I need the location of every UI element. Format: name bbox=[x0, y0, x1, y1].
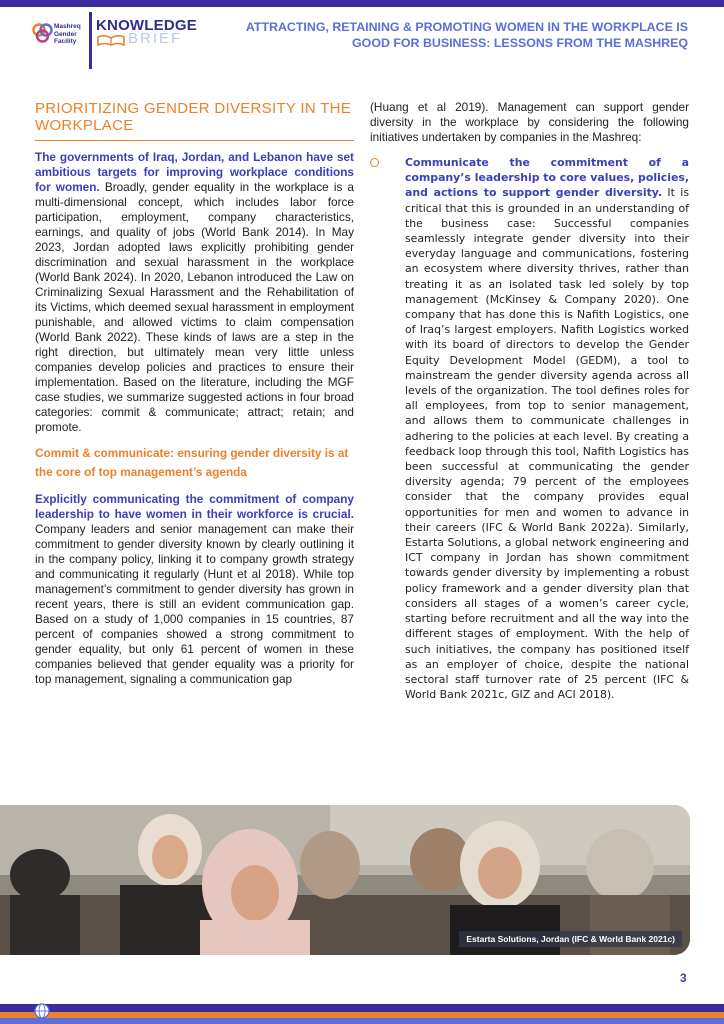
logo-line-1: Mashreq bbox=[54, 23, 81, 30]
paragraph-2-lead: Explicitly communicating the commitment of company leadership to have women in their workforce is crucial. bbox=[35, 492, 354, 521]
right-column bbox=[370, 100, 689, 702]
top-color-bar bbox=[0, 0, 724, 7]
paragraph-2 bbox=[35, 492, 354, 687]
globe-icon bbox=[34, 1003, 50, 1019]
header-divider bbox=[89, 12, 92, 69]
paragraph-1-lead: The governments of Iraq, Jordan, and Lebanon have set ambitious targets for improving workplace conditions for women. bbox=[35, 150, 354, 194]
paragraph-2-text: Company leaders and senior management can make their commitment to gender diversity known by clearly outlining it in the company policy, linking it to company growth strategy and communicating it regularly (Hunt et al 2018). While top management’s commitment to gender diversity has grown in recent years, there is still an evident communication gap. Based on a study of 1,000 companies in 15 countries, 87 percent of companies showed a strong commitment to gender equality, but only 61 percent of women in these companies believed that gender equality was a priority for top management, signaling a communication gap bbox=[35, 522, 354, 686]
workplace-photo bbox=[0, 805, 690, 955]
paragraph-1 bbox=[35, 150, 354, 435]
mgf-logo bbox=[32, 20, 88, 52]
page-number: 3 bbox=[680, 971, 687, 985]
left-column bbox=[35, 100, 354, 687]
bullet-item bbox=[370, 155, 689, 702]
bullet-text: It is critical that this is grounded in an understanding of the business case: Successful companies seamlessly integrate gender diversity into their everyday language and communications, fostering an ecosystem where diversity thrives, rather than treating it as an isolated task led solely by top management (McKinsey & Company 2020). One company that has done this is Nafith Logistics, one of Iraq’s largest employers. Nafith Logistics worked with its board of directors to develop the Gender Equity Development Model (GEDM), a tool to mainstream the gender diversity agenda across all levels of the organization. The tool defines roles for all employees, from top to senior management, and allows them to communicate challenges in adhering to the policies at each level. By creating a feedback loop through this tool, Nafith Logistics has been successful at communicating the gender diversity agenda; 79 percent of the employees consider that the company provides equal opportunities for men and women to advance in their careers (IFC & World Bank 2022a). Similarly, Estarta Solutions, a global network engineering and ICT company in Jordan has shown commitment towards gender diversity by implementing a robust policy framework and a gender diversity plan that considers all stages of a women’s career cycle, starting before recruitment and all the way into the different stages of employment. With the help of such initiatives, the company has positioned itself as an employer of choice, despite the national sectoral staff turnover rate of 25 percent (IFC & World Bank 2021c, GIZ and ACI 2018). bbox=[405, 186, 690, 702]
subheading: Commit & communicate: ensuring gender diversity is at the core of top management’s agenda bbox=[35, 446, 349, 479]
open-book-icon bbox=[97, 34, 125, 46]
circle-bullet-icon bbox=[370, 158, 379, 167]
section-title: PRIORITIZING GENDER DIVERSITY IN THE WORKPLACE bbox=[35, 100, 354, 141]
document-title: ATTRACTING, RETAINING & PROMOTING WOMEN IN THE WORKPLACE IS GOOD FOR BUSINESS: LESSONS FROM THE MASHREQ bbox=[245, 20, 688, 50]
bullet-lead: Communicate the commitment of a company’s leadership to core values, policies, and actions to support gender diversity. bbox=[405, 156, 689, 200]
bullet-paragraph bbox=[405, 155, 689, 702]
paragraph-3: (Huang et al 2019). Management can support gender diversity in the workplace by considering the following initiatives undertaken by companies in the Mashreq: bbox=[370, 100, 689, 144]
knowledge-brief-title: KNOWLEDGE bbox=[96, 17, 197, 34]
mgf-logo-icon bbox=[32, 22, 54, 44]
logo-line-3: Facility bbox=[54, 38, 77, 46]
knowledge-brief-subtitle: BRIEF bbox=[128, 30, 183, 47]
bottom-color-bar bbox=[0, 1004, 724, 1024]
photo-caption: Estarta Solutions, Jordan (IFC & World Bank 2021c) bbox=[459, 931, 682, 947]
paragraph-1-text: Broadly, gender equality in the workplace is a multi-dimensional concept, which includes labor force participation, employment, company characteristics, earnings, and quality of jobs (World Bank 2014). In May 2023, Jordan adopted laws explicitly prohibiting gender discrimination and sexual harassment in the workplace (World Bank 2024). In 2020, Lebanon introduced the Law on Criminalizing Sexual Harassment and the Rehabilitation of its Victims, which deemed sexual harassment in employment punishable, and allowed victims to claim compensation (World Bank 2022). These kinds of laws are a step in the right direction, but ultimately mean very little unless companies develop policies and practices to ensure their implementation. Based on the literature, including the MGF case studies, we summarize suggested actions in four broad categories: commit & communicate; attract; retain; and promote. bbox=[35, 180, 354, 434]
logo-line-2: Gender bbox=[54, 30, 77, 38]
